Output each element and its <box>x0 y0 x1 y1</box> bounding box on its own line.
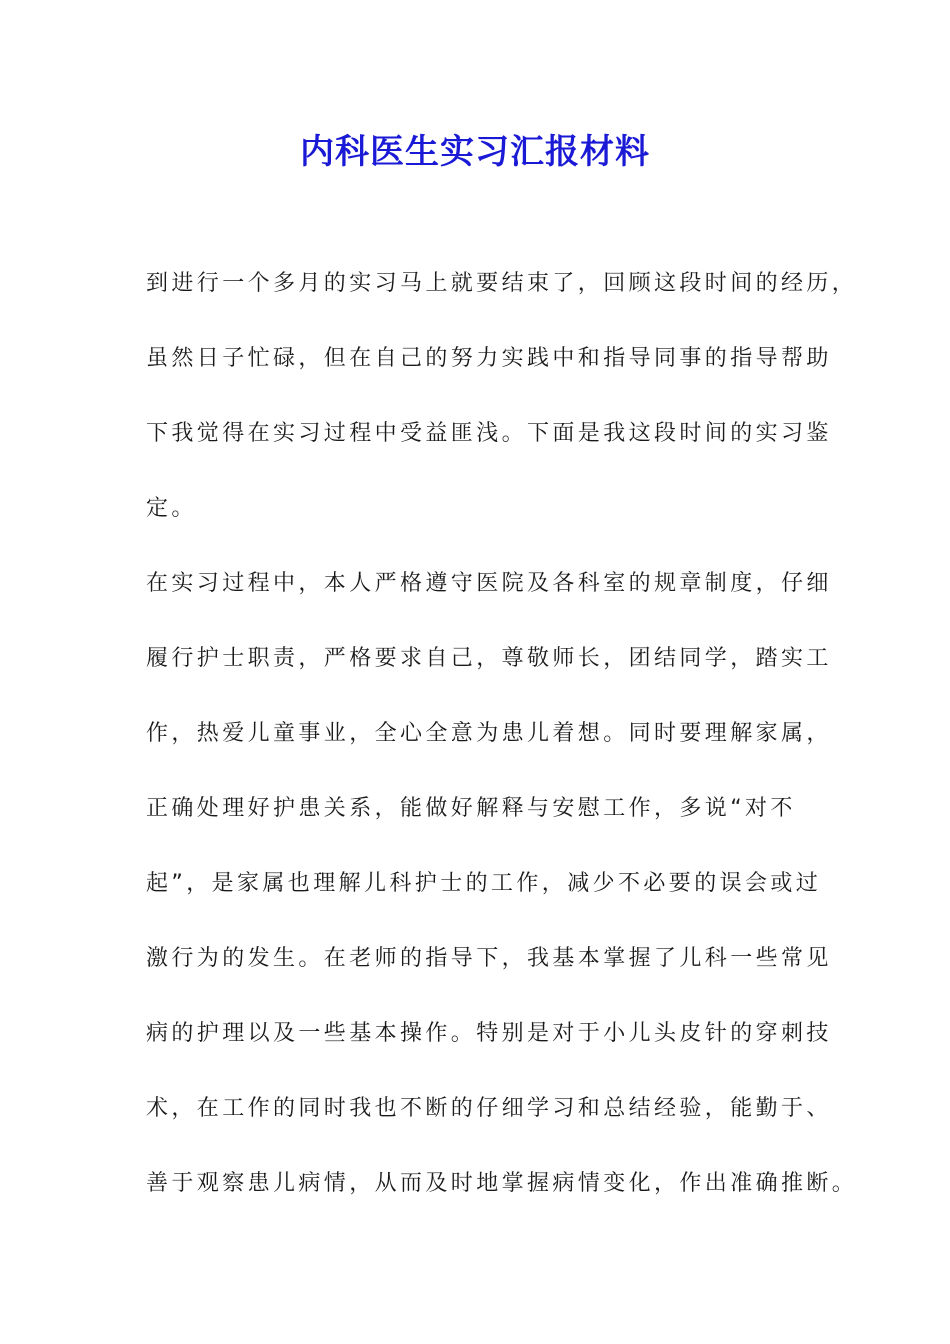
body-line: 履行护士职责，严格要求自己，尊敬师长，团结同学，踏实工 <box>146 646 832 671</box>
body-line: 作，热爱儿童事业，全心全意为患儿着想。同时要理解家属， <box>146 721 832 746</box>
document-title: 内科医生实习汇报材料 <box>300 132 650 172</box>
body-line: 下我觉得在实习过程中受益匪浅。下面是我这段时间的实习鉴 <box>146 421 832 446</box>
body-line: 起”，是家属也理解儿科护士的工作，减少不必要的误会或过 <box>146 871 822 896</box>
body-line: 正确处理好护患关系，能做好解释与安慰工作，多说“对不 <box>146 796 796 821</box>
body-line: 病的护理以及一些基本操作。特别是对于小儿头皮针的穿刺技 <box>146 1021 832 1046</box>
body-line: 术，在工作的同时我也不断的仔细学习和总结经验，能勤于、 <box>146 1096 832 1121</box>
body-line: 到进行一个多月的实习马上就要结束了，回顾这段时间的经历， <box>146 271 858 296</box>
body-line: 在实习过程中，本人严格遵守医院及各科室的规章制度，仔细 <box>146 571 832 596</box>
body-line: 定。 <box>146 496 197 521</box>
body-line: 虽然日子忙碌，但在自己的努力实践中和指导同事的指导帮助 <box>146 346 832 371</box>
body-line: 善于观察患儿病情，从而及时地掌握病情变化，作出准确推断。 <box>146 1171 858 1196</box>
body-line: 激行为的发生。在老师的指导下，我基本掌握了儿科一些常见 <box>146 946 832 971</box>
